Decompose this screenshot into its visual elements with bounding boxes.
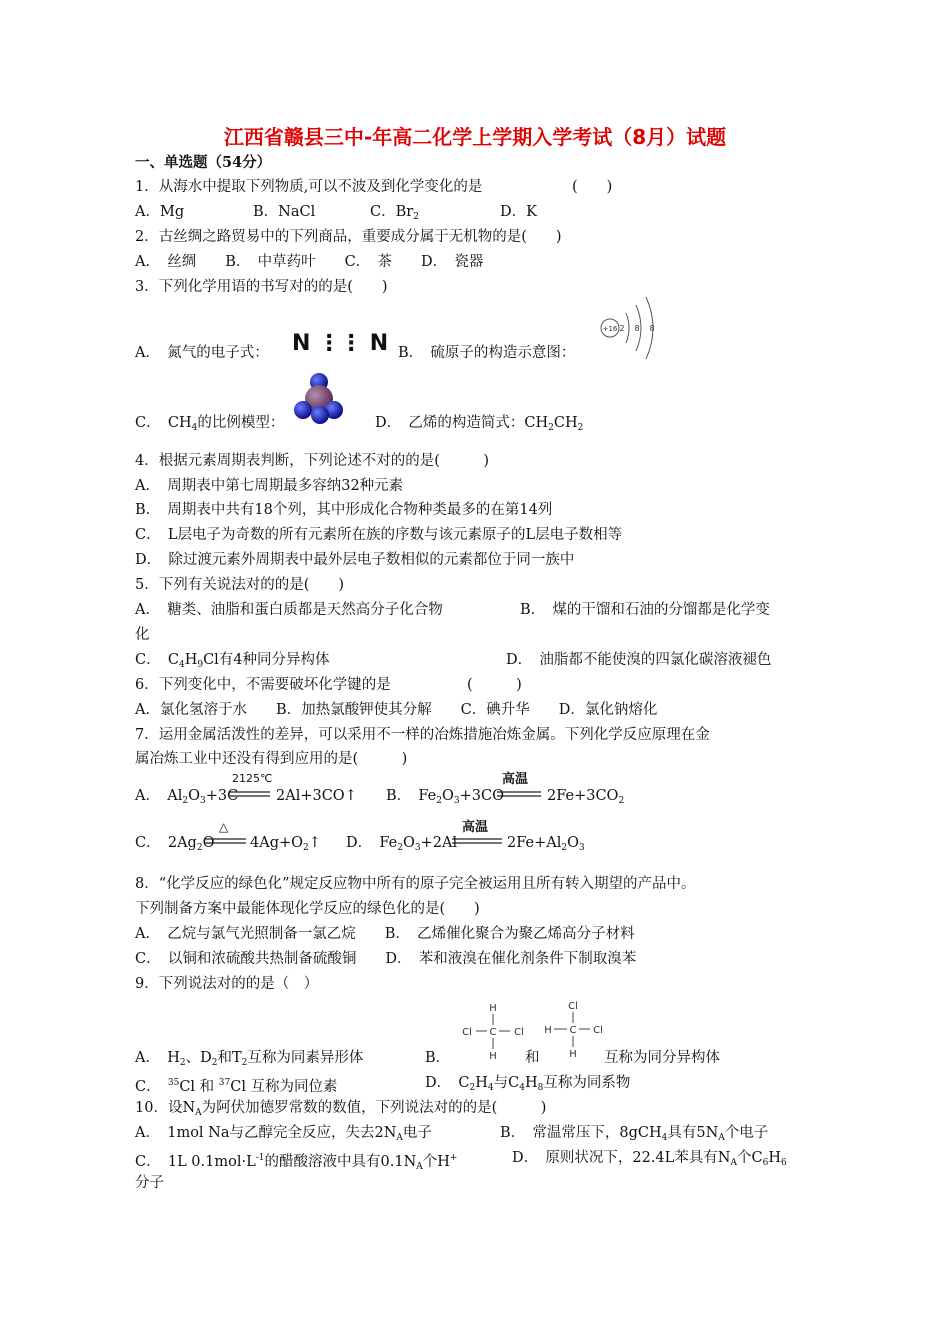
q9-dichloromethane-structure-1 (458, 1000, 528, 1062)
q3-nitrogen-electron-formula: N ⋮⋮ N (292, 331, 389, 356)
q7-stem-line2: 属冶炼工业中还没有得到应用的是( ) (135, 751, 408, 767)
q9-option-b-text: 互称为同分异构体 (604, 1050, 720, 1066)
q5-option-c: C． $C_4H_9Cl$有4种同分异构体 (135, 652, 330, 670)
q7-option-c: C． $2Ag_2O$ (135, 835, 215, 853)
q5-stem: 5．下列有关说法对的的是( ) (135, 577, 345, 593)
q7-d-equals-sign (452, 837, 504, 845)
q2-stem: 2．古丝绸之路贸易中的下列商品，重要成分属于无机物的是( ) (135, 229, 562, 245)
q4-option-b: B． 周期表中共有18个列，其中形成化合物种类最多的在第14列 (135, 502, 553, 518)
svg-text:Cl: Cl (568, 1001, 578, 1012)
methane-space-filling-model (294, 372, 346, 424)
nucleus-charge: +16 (602, 325, 618, 333)
q8-stem-line2: 下列制备方案中最能体现化学反应的绿色化的是( ) (135, 901, 480, 917)
q4-option-a: A． 周期表中第七周期最多容纳32种元素 (135, 478, 404, 494)
q10-stem: 10．设$N_A$为阿伏加德罗常数的数值，下列说法对的的是( ) (135, 1100, 547, 1118)
q5-option-a: A． 糖类、油脂和蛋白质都是天然高分子化合物 (135, 602, 443, 618)
q7-d-products: $2Fe+Al_2O_3$ (507, 835, 585, 853)
shell-2-count: 8 (634, 324, 640, 333)
q4-stem: 4．根据元素周期表判断，下列论述不对的的是( ) (135, 453, 490, 469)
svg-text:C: C (489, 1027, 497, 1038)
q4-option-d: D． 除过渡元素外周期表中最外层电子数相似的元素都位于同一族中 (135, 552, 575, 568)
svg-text:C: C (569, 1025, 577, 1036)
q7-option-d: D． $Fe_2O_3+2Al$ (346, 835, 458, 853)
q3-option-c: C． $CH_4$的比例模型： (135, 415, 285, 433)
q1-stem: 1．从海水中提取下列物质,可以不波及到化学变化的是 (135, 179, 483, 195)
svg-text:H: H (489, 1051, 497, 1062)
q1-option-d: D．K (500, 204, 537, 220)
q8-options-cd: C． 以铜和浓硫酸共热制备硫酸铜 D． 苯和液溴在催化剂条件下制取溴苯 (135, 951, 637, 967)
q9-option-a: A． $H_2$、$D_2$和$T_2$互称为同素异形体 (135, 1050, 364, 1068)
sulfur-atom-diagram (596, 295, 666, 361)
q7-c-equals-sign (204, 837, 248, 845)
q3-stem: 3．下列化学用语的书写对的的是( ) (135, 279, 388, 295)
q3-option-a: A． 氮气的电子式： (135, 345, 269, 361)
q6-stem: 6．下列变化中，不需要破坏化学键的是 (135, 677, 391, 693)
q7-option-a: A． $Al_2O_3+3C$ (135, 788, 239, 806)
q10-option-c: C． 1L $0.1mol\cdot L^{-1}$的醋酸溶液中具有$0.1N_A$个H+ (135, 1153, 458, 1172)
svg-text:H: H (489, 1003, 497, 1014)
page-title: 江西省赣县三中-年高二化学上学期入学考试（8月）试题 (223, 125, 727, 149)
shell-3-count: 8 (649, 324, 655, 333)
section-heading: 一、单选题（54分） (135, 154, 272, 171)
q5-option-d: D． 油脂都不能使溴的四氯化碳溶液褪色 (506, 652, 772, 668)
q6-answer-paren: ( ) (467, 677, 522, 693)
q10-option-b: B． 常温常压下，8gCH$_4$具有$5N_A$个电子 (500, 1125, 769, 1143)
svg-text:H: H (544, 1025, 552, 1036)
q3-option-b: B． 硫原子的构造示意图： (398, 345, 576, 361)
q9-dichloromethane-structure-2 (538, 998, 608, 1062)
q9-stem: 9．下列说法对的的是（ ） (135, 976, 319, 992)
svg-text:Cl: Cl (462, 1027, 472, 1038)
q7-c-condition: △ (219, 820, 229, 834)
q7-option-b: B． $Fe_2O_3+3CO$ (386, 788, 504, 806)
q10-option-a: A． 1mol Na与乙醇完全反应，失去$2N_A$电子 (135, 1125, 432, 1143)
q8-options-ab: A． 乙烷与氯气光照制备一氯乙烷 B． 乙烯催化聚合为聚乙烯高分子材料 (135, 926, 635, 942)
q9-option-b-and: 和 (525, 1050, 540, 1066)
q4-option-c: C． L层电子为奇数的所有元素所在族的序数与该元素原子的L层电子数相等 (135, 527, 623, 543)
q7-d-condition: 高温 (462, 820, 489, 835)
svg-text:H: H (569, 1049, 577, 1060)
q7-a-condition: 2125℃ (232, 772, 273, 785)
q7-b-products: $2Fe+3CO_2$ (547, 788, 625, 806)
svg-text:Cl: Cl (593, 1025, 603, 1036)
q9-option-b: B． (425, 1050, 451, 1066)
svg-text:Cl: Cl (514, 1027, 524, 1038)
q3-option-d: D． 乙烯的构造简式：$CH_2CH_2$ (375, 415, 584, 433)
q1-option-c: C．$Br_2$ (370, 204, 419, 222)
q6-options: A．氯化氢溶于水 B．加热氯酸钾使其分解 C．碘升华 D．氯化钠熔化 (135, 702, 658, 718)
q7-stem: 7．运用金属活泼性的差异，可以采用不一样的冶炼措施冶炼金属。下列化学反应原理在金 (135, 727, 710, 743)
q5-option-b-continued: 化 (135, 627, 150, 643)
q1-option-b: B．NaCl (253, 204, 316, 220)
q7-c-products: $4Ag+O_2↑$ (250, 835, 321, 853)
q2-options: A． 丝绸 B． 中草药叶 C． 茶 D． 瓷器 (135, 254, 484, 270)
q9-option-c: C． $^{35}$Cl 和 $^{37}$Cl 互称为同位素 (135, 1078, 338, 1095)
q7-a-equals-sign (230, 790, 272, 798)
q9-option-d: D． $C_2H_4$与$C_4H_8$互称为同系物 (425, 1075, 631, 1093)
q7-a-products: 2Al+3CO↑ (276, 788, 357, 804)
q7-b-condition: 高温 (502, 772, 529, 787)
q10-option-d-continued: 分子 (135, 1175, 164, 1191)
shell-1-count: 2 (619, 324, 625, 333)
q10-option-d: D． 原则状况下，22.4L苯具有$N_A$个$C_6H_6$ (512, 1150, 787, 1168)
q5-option-b: B． 煤的干馏和石油的分馏都是化学变 (520, 602, 770, 618)
q1-option-a: A．Mg (135, 204, 185, 220)
q7-b-equals-sign (497, 790, 543, 798)
q8-stem: 8．“化学反应的绿色化”规定反应物中所有的原子完全被运用且所有转入期望的产品中。 (135, 876, 696, 892)
q1-answer-paren: ( ) (572, 179, 613, 195)
